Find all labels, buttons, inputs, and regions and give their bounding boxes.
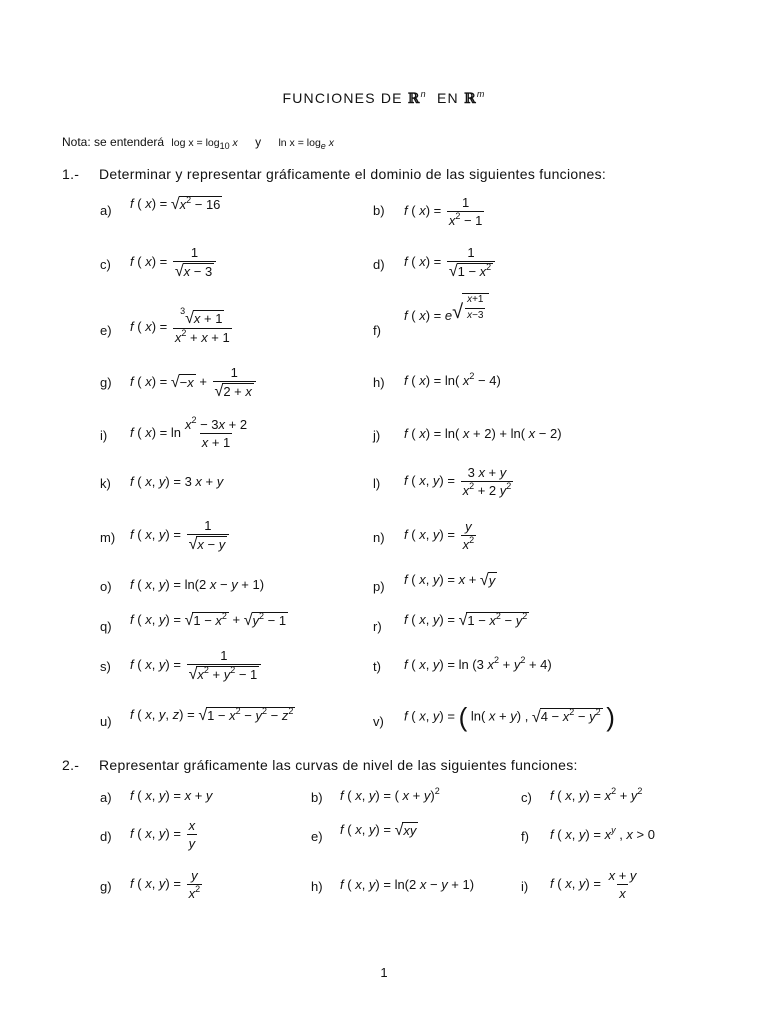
ex1-label-o: o) <box>100 579 112 594</box>
ex1-k-formula: f ( x, y) = 3 x + y <box>130 474 224 489</box>
ex1-label-j: j) <box>373 428 381 443</box>
ex2-d-formula: f ( x, y) = $\frac{x}{y}$ <box>130 818 196 851</box>
ex1-b-formula: f ( x) = $\frac{1}{x^2 - 1}$ <box>404 195 483 228</box>
ex2-label-g: g) <box>100 879 112 894</box>
ex1-label-u: u) <box>100 714 112 729</box>
ex2-label-i: i) <box>521 879 529 894</box>
ex1-i-formula: f ( x) = ln $\frac{x^2 - 3x + 2}{x + 1}$ <box>130 415 248 450</box>
ex1-label-g: g) <box>100 375 112 390</box>
ex1-label-k: k) <box>100 476 111 491</box>
ex2-label-e: e) <box>311 829 323 844</box>
ex1-label-a: a) <box>100 203 112 218</box>
ex1-q-formula: f ( x, y) = √ $1 - x^2$ + √ $y^2 - 1$ <box>130 611 287 630</box>
ex1-o-formula: f ( x, y) = ln(2 x − y + 1) <box>130 577 265 592</box>
ex1-label-d: d) <box>373 257 385 272</box>
page-title: FUNCIONES DE ℝ$^n$ EN ℝ$^m$ <box>282 89 486 107</box>
ex2-a-formula: f ( x, y) = x + y <box>130 788 213 803</box>
ex1-label-i: i) <box>100 428 108 443</box>
ex2-e-formula: f ( x, y) = √ xy <box>340 822 417 840</box>
ex1-label-e: e) <box>100 323 112 338</box>
ex2-b-formula: f ( x, y) = ( x + y)$^2$ <box>340 786 440 803</box>
ex1-c-formula: f ( x) = 1 √ x − 3 <box>130 245 218 280</box>
ex1-label-n: n) <box>373 530 385 545</box>
ex1-h-formula: f ( x) = ln( $x^2 - 4$) <box>404 371 501 388</box>
ex1-t-formula: f ( x, y) = ln (3 $x^2 + y^2 + 4$) <box>404 655 552 672</box>
section-2-heading: 2.- Representar gráficamente las curvas de nivel de las siguientes funciones: <box>62 757 578 773</box>
ex1-p-formula: f ( x, y) = x + √ y <box>404 572 496 590</box>
ex1-label-c: c) <box>100 257 111 272</box>
ex1-label-s: s) <box>100 659 111 674</box>
ex1-label-b: b) <box>373 203 385 218</box>
ex1-v-formula: f ( x, y) = ( ln( x + y) , √ $4 - x^2 - y^2$ ) <box>404 702 615 732</box>
ex1-m-formula: f ( x, y) = 1 √ x − y <box>130 518 231 553</box>
ex2-label-h: h) <box>311 879 323 894</box>
ex1-j-formula: f ( x) = ln( x + 2) + ln( x − 2) <box>404 426 562 441</box>
ex2-g-formula: f ( x, y) = $\frac{y}{x^2}$ <box>130 868 201 901</box>
ex1-label-l: l) <box>373 476 381 491</box>
ex2-label-f: f) <box>521 829 529 844</box>
ex1-d-formula: f ( x) = 1 √ $1 - x^2$ <box>404 245 497 280</box>
ex1-g-formula: f ( x) = √ −x + 1 √ 2 + x <box>130 365 258 400</box>
ex2-i-formula: f ( x, y) = $\frac{x + y}{x}$ <box>550 868 637 901</box>
ex2-label-a: a) <box>100 790 112 805</box>
ex1-n-formula: f ( x, y) = $\frac{y}{x^2}$ <box>404 519 475 552</box>
ex1-label-m: m) <box>100 530 116 545</box>
ex1-s-formula: f ( x, y) = 1 √ $x^2 + y^2 - 1$ <box>130 648 263 683</box>
ex1-u-formula: f ( x, y, z) = √ $1 - x^2 - y^2 - z^2$ <box>130 706 294 725</box>
ex1-label-f: f) <box>373 323 381 338</box>
ex1-r-formula: f ( x, y) = √ $1 - x^2 - y^2$ <box>404 611 528 630</box>
ex1-label-r: r) <box>373 619 382 634</box>
ex2-label-c: c) <box>521 790 532 805</box>
ex1-l-formula: f ( x, y) = $\frac{3 x + y}{x^2 + 2 y^2}$ <box>404 465 512 498</box>
ex1-label-p: p) <box>373 579 385 594</box>
ex2-h-formula: f ( x, y) = ln(2 x − y + 1) <box>340 877 475 892</box>
ex1-label-t: t) <box>373 659 381 674</box>
ex2-c-formula: f ( x, $y) = x^2 + y^2$ <box>550 786 643 803</box>
ex1-label-q: q) <box>100 619 112 634</box>
ex2-f-formula: f ( x, $y) = x^y$ , x > 0 <box>550 825 655 842</box>
section-1-heading: 1.- Determinar y representar gráficamente el dominio de las siguientes funciones: <box>62 166 607 182</box>
ex2-label-d: d) <box>100 829 112 844</box>
ex1-e-formula: f ( x) = $^3$ √ x + 1 $x^2 + x + 1$ <box>130 306 230 346</box>
page-number: 1 <box>380 965 388 980</box>
ex2-label-b: b) <box>311 790 323 805</box>
note-line: Nota: se entenderá $\log x = \log_{10} x$ y $\ln x = \log_e x$ <box>62 135 334 151</box>
ex1-f-formula: f ( x) = e √ $\frac{x+1}{x-3}$ <box>404 302 489 331</box>
ex1-label-v: v) <box>373 714 384 729</box>
ex1-label-h: h) <box>373 375 385 390</box>
ex1-a-formula: f ( x) = √ $x^2 - 16$ <box>130 195 221 214</box>
